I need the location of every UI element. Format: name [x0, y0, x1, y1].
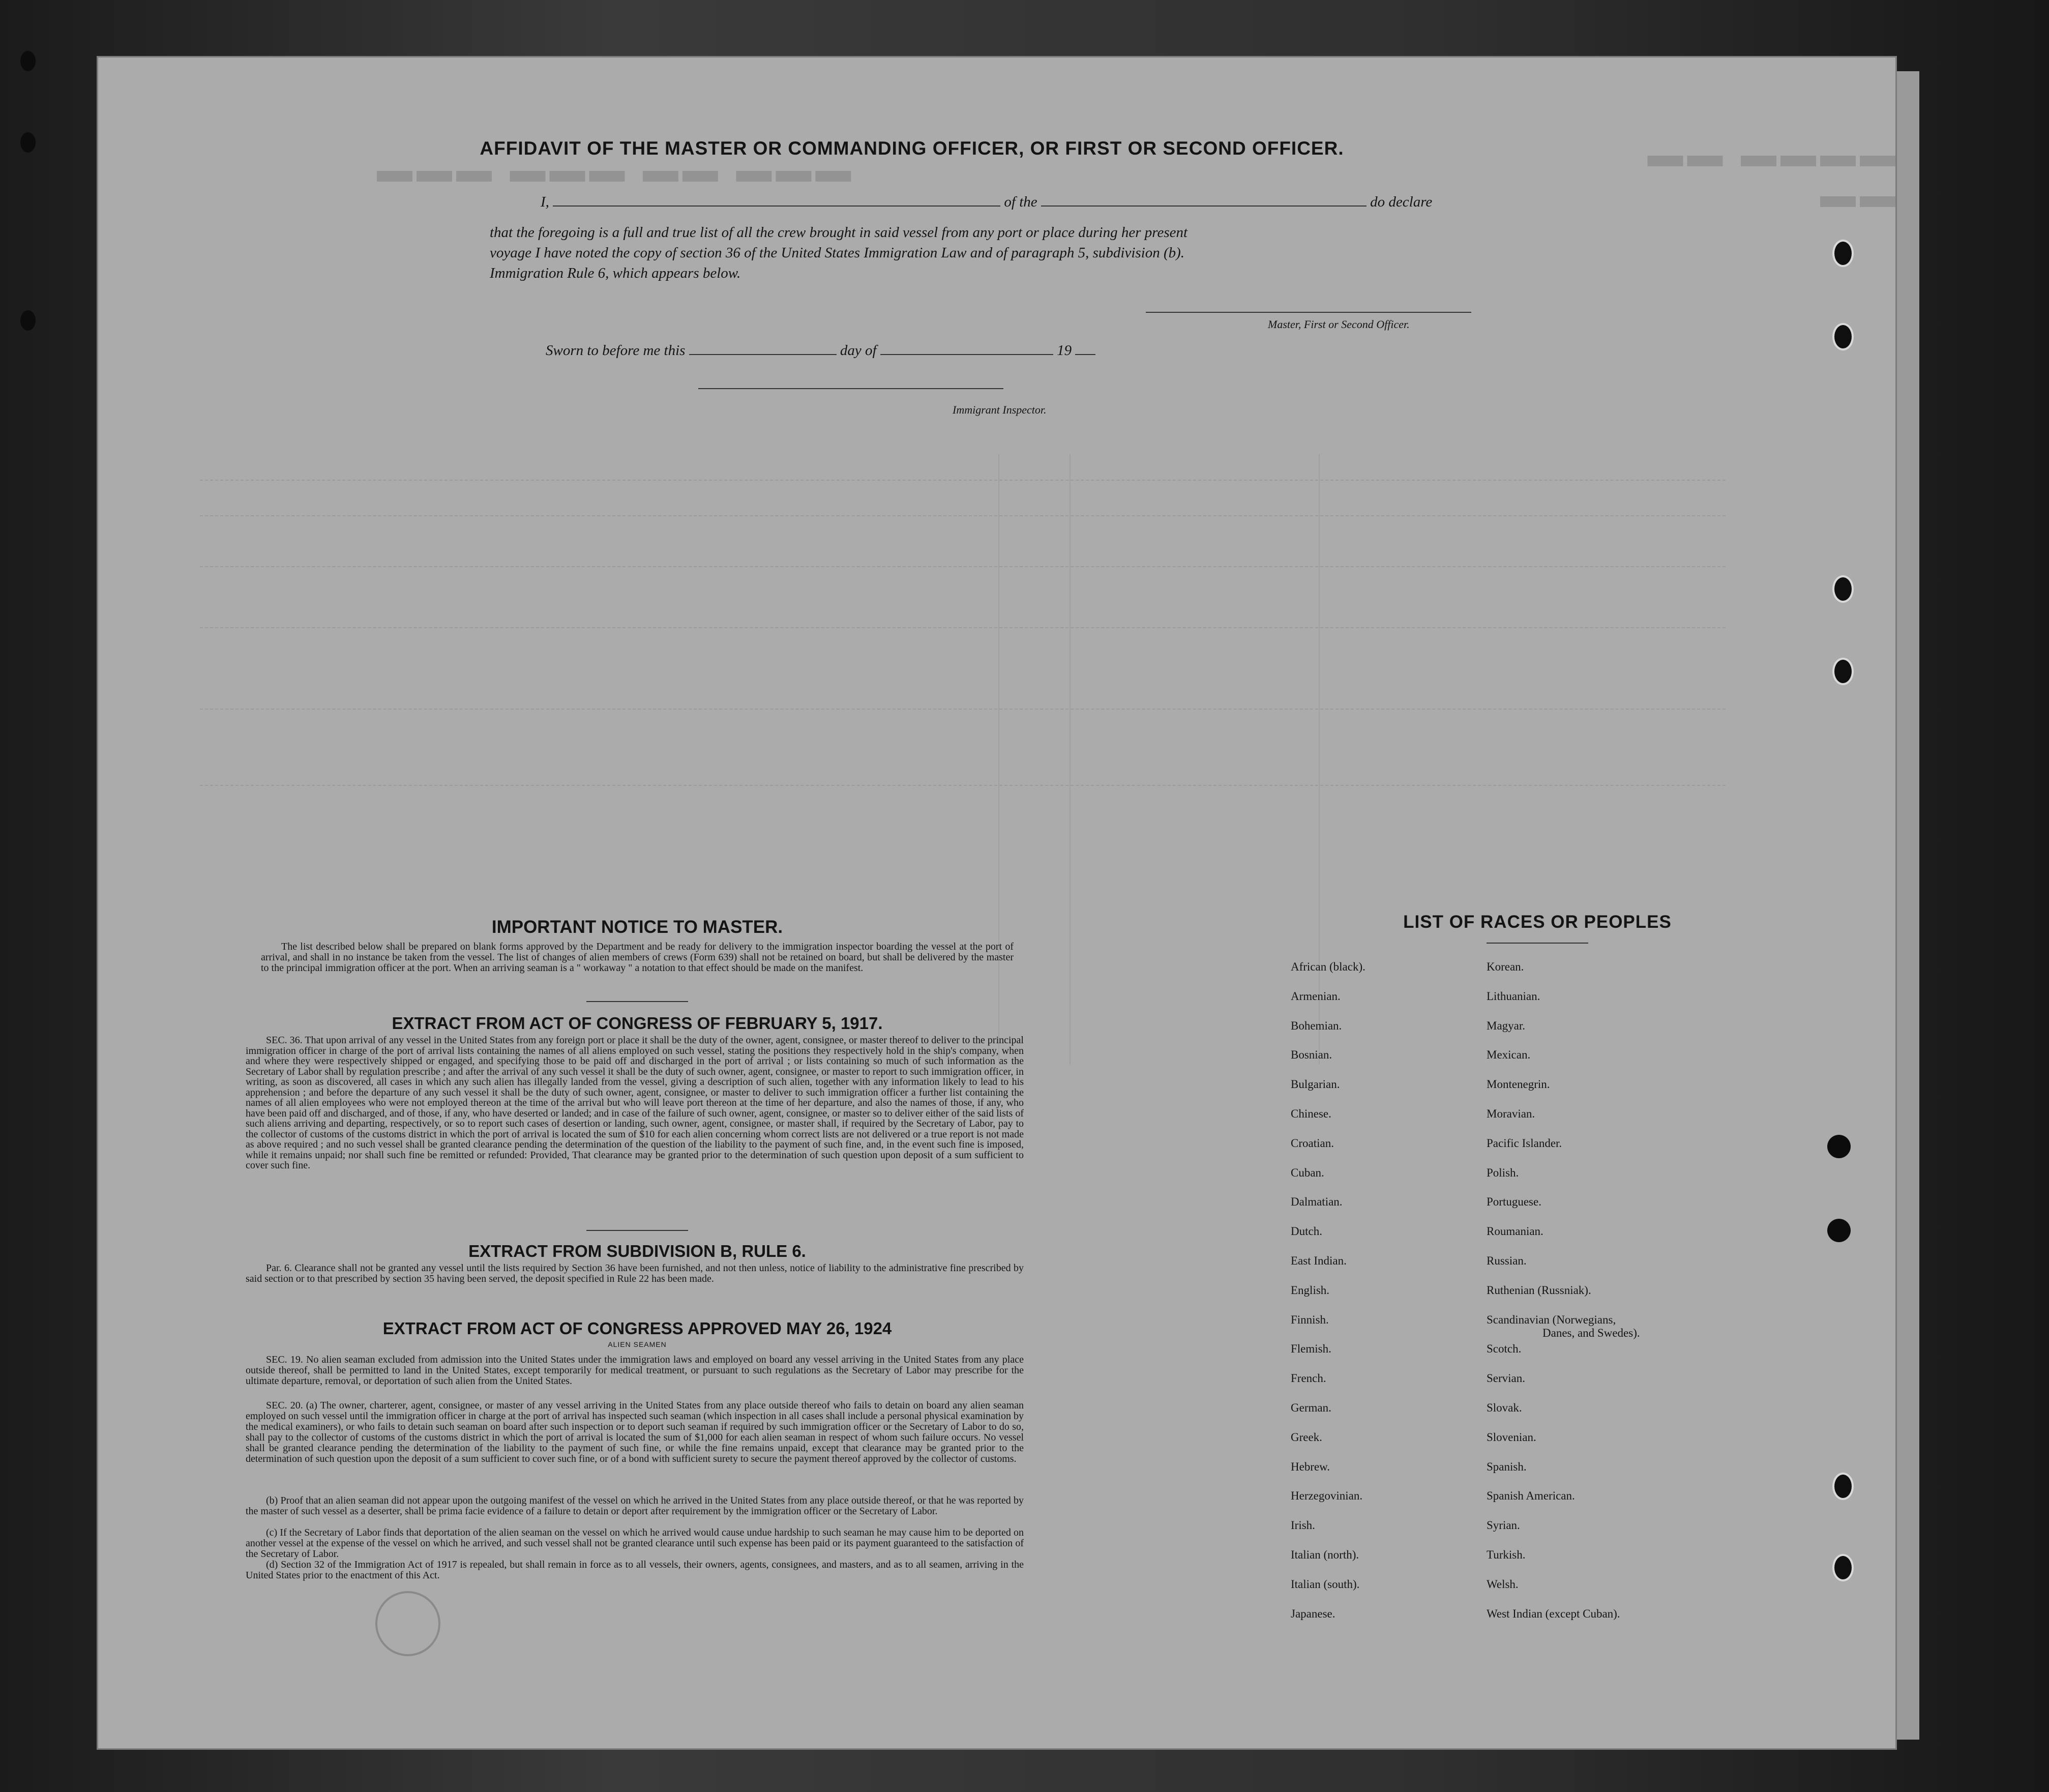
race-item: Turkish.	[1487, 1548, 1526, 1561]
race-item: West Indian (except Cuban).	[1487, 1607, 1620, 1620]
race-item: Bosnian.	[1291, 1048, 1332, 1062]
race-item: Spanish.	[1487, 1460, 1527, 1473]
race-item: Greek.	[1291, 1430, 1322, 1444]
race-item: Welsh.	[1487, 1577, 1519, 1591]
sworn-month-field[interactable]	[880, 354, 1053, 355]
race-item: Chinese.	[1291, 1107, 1331, 1120]
race-item: Montenegrin.	[1487, 1078, 1550, 1091]
race-item: Servian.	[1487, 1372, 1526, 1385]
race-item: Finnish.	[1291, 1313, 1329, 1326]
binder-hole	[20, 310, 36, 331]
bleed-through-row	[200, 566, 1726, 581]
race-item: Magyar.	[1487, 1019, 1526, 1032]
bleed-through-row	[200, 515, 1726, 531]
race-item: Scandinavian (Norwegians,	[1487, 1313, 1616, 1326]
section-divider	[586, 1230, 688, 1231]
declarant-name-field[interactable]	[553, 205, 1000, 207]
extract-1924-title: EXTRACT FROM ACT OF CONGRESS APPROVED MAY 26, 1924	[382, 1319, 892, 1338]
extract-1917-title: EXTRACT FROM ACT OF CONGRESS OF FEBRUARY 5, 1917.	[392, 1014, 883, 1033]
bleed-through-marks: ▬▬▬ ▬▬ ▬▬▬ ▬▬▬	[373, 150, 851, 189]
bleed-through-row	[200, 785, 1726, 800]
race-item: Polish.	[1487, 1166, 1519, 1179]
binder-hole	[20, 132, 36, 153]
race-item: Irish.	[1291, 1519, 1315, 1532]
race-item: French.	[1291, 1372, 1326, 1385]
affidavit-do-declare-label: do declare	[1370, 194, 1433, 210]
race-item: Slovenian.	[1487, 1430, 1536, 1444]
races-title: LIST OF RACES OR PEOPLES	[1403, 912, 1672, 932]
extract-1917-body: SEC. 36. That upon arrival of any vessel in the United States from any foreign port or place it shall be the duty of the owner, agent, consignee, or master thereof to deliver to the principal immigration officer in charge of the port of arrival lists containing the names of all aliens employed on such vessel, stating the positions they respectively hold in the ship's company, when and where they were respectively shipped or engaged, and specifying those to be paid off and discharged in the port of arrival ; or lists containing so much of such information as the Secretary of Labor shall by regulation prescribe ; and after the arrival of any such vessel it shall be the duty of such owner, agent, consignee, or master to report to such immigration officer, in writing, as soon as discovered, all cases in which any such alien has illegally landed from the vessel, giving a description of such alien, together with any information likely to lead to his apprehension ; and before the departure of any such vessel it shall be the duty of such owner, agent, consignee, or master to deliver to such immigration officer a further list containing the names of all alien employees who were not employed thereon at the time of the arrival but who will leave port thereon at the time of her departure, and also the names of those, if any, who have been paid off and discharged, and of those, if any, who have deserted or landed; and in case of the failure of such owner, agent, consignee, or master so to deliver either of the said lists of such aliens arriving and departing, respectively, or so to report such cases of desertion or landing, such owner, agent, consignee, or master shall, if required by the Secretary of Labor, pay to the collector of customs of the customs district in which the port of arrival is located the sum of $10 for each alien concerning whom correct lists are not delivered or a true report is not made as above required ; and no such vessel shall be granted clearance pending the determination of the question of the liability to the payment of such fine, and, in the event such fine is imposed, while it remains unpaid; nor shall such fine be remitted or refunded: Provided, That clearance may be granted prior to the determination of such question upon deposit of a sum sufficient to cover such fine.	[246, 1035, 1024, 1171]
binder-hole	[1832, 240, 1854, 267]
race-item: Danes, and Swedes).	[1542, 1326, 1640, 1339]
affidavit-line-4: Immigration Rule 6, which appears below.	[490, 265, 741, 281]
race-item: Italian (south).	[1291, 1577, 1360, 1591]
race-item: Syrian.	[1487, 1519, 1520, 1532]
notice-title: IMPORTANT NOTICE TO MASTER.	[491, 917, 783, 937]
race-item: Korean.	[1487, 960, 1524, 973]
binder-hole	[1832, 1554, 1854, 1581]
race-item: East Indian.	[1291, 1254, 1347, 1267]
race-item: Slovak.	[1487, 1401, 1522, 1414]
notice-body: The list described below shall be prepared on blank forms approved by the Department and be ready for delivery to the immigration inspector boarding the vessel at the port of arrival, and shall in no instance be taken from the vessel. The list of changes of alien members of crews (Form 639) shall not be retained on board, but shall be delivered by the master to the principal immigration officer at the port. When an arriving seaman is a " workaway " a notation to that effect should be made on the manifest.	[261, 941, 1014, 974]
races-divider	[1487, 943, 1588, 944]
sworn-prefix-label: Sworn to before me this	[546, 342, 686, 359]
race-item: Spanish American.	[1487, 1489, 1575, 1503]
race-item: Pacific Islander.	[1487, 1136, 1562, 1150]
sworn-year-label: 19	[1057, 342, 1072, 359]
binder-hole	[1832, 658, 1854, 685]
race-item: Mexican.	[1487, 1048, 1531, 1062]
bleed-through-row	[200, 627, 1726, 642]
extract-1924-sec-19: SEC. 19. No alien seaman excluded from admission into the United States under the immigration laws and employed on board any vessel arriving in the United States from any place outside thereof, shall be permitted to land in the United States, except temporarily for medical treatment, or pursuant to such regulations as the Secretary of Labor may prescribe for the ultimate departure, removal, or deportation of such alien from the United States.	[246, 1354, 1024, 1387]
binder-hole	[1832, 323, 1854, 350]
sworn-line	[546, 342, 1095, 359]
bleed-through-row	[200, 709, 1726, 724]
race-item: Armenian.	[1291, 989, 1341, 1003]
extract-1924-sec-20b: (b) Proof that an alien seaman did not appear upon the outgoing manifest of the vessel on which he arrived in the United States from any place outside thereof, or that he was reported by the master of such vessel as a deserter, shall be prima facie evidence of a failure to detain or deport after requirement by the immigration officer or the Secretary of Labor.	[246, 1495, 1024, 1517]
affidavit-of-the-label: of the	[1004, 194, 1037, 210]
race-item: Herzegovinian.	[1291, 1489, 1363, 1503]
binder-hole	[20, 51, 36, 71]
race-item: Croatian.	[1291, 1136, 1334, 1150]
race-item: Hebrew.	[1291, 1460, 1330, 1473]
race-item: Japanese.	[1291, 1607, 1335, 1620]
extract-1924-subtitle: ALIEN SEAMEN	[608, 1340, 667, 1348]
binder-hole	[1832, 1473, 1854, 1500]
race-item: African (black).	[1291, 960, 1365, 973]
extract-1924-sec-20a: SEC. 20. (a) The owner, charterer, agent, consignee, or master of any vessel arriving in the United States from any place outside thereof who fails to detain on board any alien seaman employed on such vessel until the immigration officer in charge at the port of arrival has inspected such seaman (which inspection in all cases shall include a personal physical examination by the medical examiners), or who fails to detain such seaman on board after such inspection or to deport such seaman if required by such immigration officer or the Secretary of Labor to do so, shall pay to the collector of customs of the customs district in which the port of arrival is located the sum of $1,000 for each alien seaman in respect of whom such failure occurs. No vessel shall be granted clearance pending the determination of the liability to the payment of such fine, or while the fine remains unpaid, except that clearance may be granted prior to the determination of such question upon the deposit of a sum sufficient to cover such fine, or of a bond with sufficient surety to secure the payment thereof approved by the collector of customs.	[246, 1400, 1024, 1464]
race-item: English.	[1291, 1283, 1330, 1297]
race-item: Russian.	[1487, 1254, 1527, 1267]
race-item: German.	[1291, 1401, 1331, 1414]
race-item: Bohemian.	[1291, 1019, 1342, 1032]
race-item: Ruthenian (Russniak).	[1487, 1283, 1591, 1297]
extract-1924-sec-20c: (c) If the Secretary of Labor finds that deportation of the alien seaman on the vessel on which he arrived would cause undue hardship to such seaman he may cause him to be deported on another vessel at the expense of the vessel on which he arrived, and such vessel shall not be granted clearance until such expense has been paid or its payment guaranteed to the satisfaction of the Secretary of Labor.	[246, 1527, 1024, 1560]
affidavit-line-2: that the foregoing is a full and true list of all the crew brought in said vessel from any port or place during her present	[490, 224, 1188, 241]
race-item: Moravian.	[1487, 1107, 1535, 1120]
race-item: Portuguese.	[1487, 1195, 1541, 1209]
sworn-year-field[interactable]	[1075, 354, 1095, 355]
master-signature-field[interactable]	[1146, 312, 1471, 313]
race-item: Lithuanian.	[1487, 989, 1540, 1003]
race-item: Dalmatian.	[1291, 1195, 1343, 1209]
race-item: Dutch.	[1291, 1225, 1322, 1238]
bleed-through-row	[200, 480, 1726, 495]
bleed-through-marks: ▬▬▬▬ ▬▬ ▬▬	[1643, 134, 1895, 215]
binder-hole	[1827, 1219, 1851, 1242]
race-item: Flemish.	[1291, 1342, 1331, 1356]
sworn-day-field[interactable]	[689, 354, 837, 355]
rule-6-title: EXTRACT FROM SUBDIVISION B, RULE 6.	[468, 1242, 806, 1260]
faded-stamp	[375, 1591, 440, 1656]
race-item: Roumanian.	[1487, 1225, 1543, 1238]
sworn-day-of-label: day of	[840, 342, 877, 359]
inspector-signature-field[interactable]	[698, 388, 1003, 389]
race-item: Italian (north).	[1291, 1548, 1359, 1561]
affidavit-line-1	[541, 194, 1432, 211]
binder-hole	[1827, 1135, 1851, 1158]
race-item: Scotch.	[1487, 1342, 1522, 1356]
affidavit-i-label: I,	[541, 194, 549, 210]
binder-hole	[1832, 575, 1854, 603]
bleed-through-column	[1070, 454, 1071, 1065]
rule-6-body: Par. 6. Clearance shall not be granted any vessel until the lists required by Section 36 have been furnished, and not then unless, notice of liability to the administrative fine prescribed by said section or to that prescribed by section 35 having been served, the deposit specified in Rule 22 has been made.	[246, 1262, 1024, 1284]
inspector-signature-label: Immigrant Inspector.	[953, 403, 1047, 416]
race-item: Bulgarian.	[1291, 1078, 1340, 1091]
section-divider	[586, 1001, 688, 1002]
affidavit-title: AFFIDAVIT OF THE MASTER OR COMMANDING OFFICER, OR FIRST OR SECOND OFFICER.	[480, 138, 1344, 159]
affidavit-line-3: voyage I have noted the copy of section 36 of the United States Immigration Law and of paragraph 5, subdivision (b).	[490, 245, 1185, 261]
form-page	[97, 56, 1897, 1750]
master-signature-label: Master, First or Second Officer.	[1268, 318, 1410, 331]
race-item: Cuban.	[1291, 1166, 1324, 1179]
extract-1924-sec-20d: (d) Section 32 of the Immigration Act of 1917 is repealed, but shall remain in force as to all vessels, their owners, agents, consignees, and masters, and as to all seamen, arriving in the United States prior to the enactment of this Act.	[246, 1559, 1024, 1581]
vessel-name-field[interactable]	[1041, 205, 1367, 207]
